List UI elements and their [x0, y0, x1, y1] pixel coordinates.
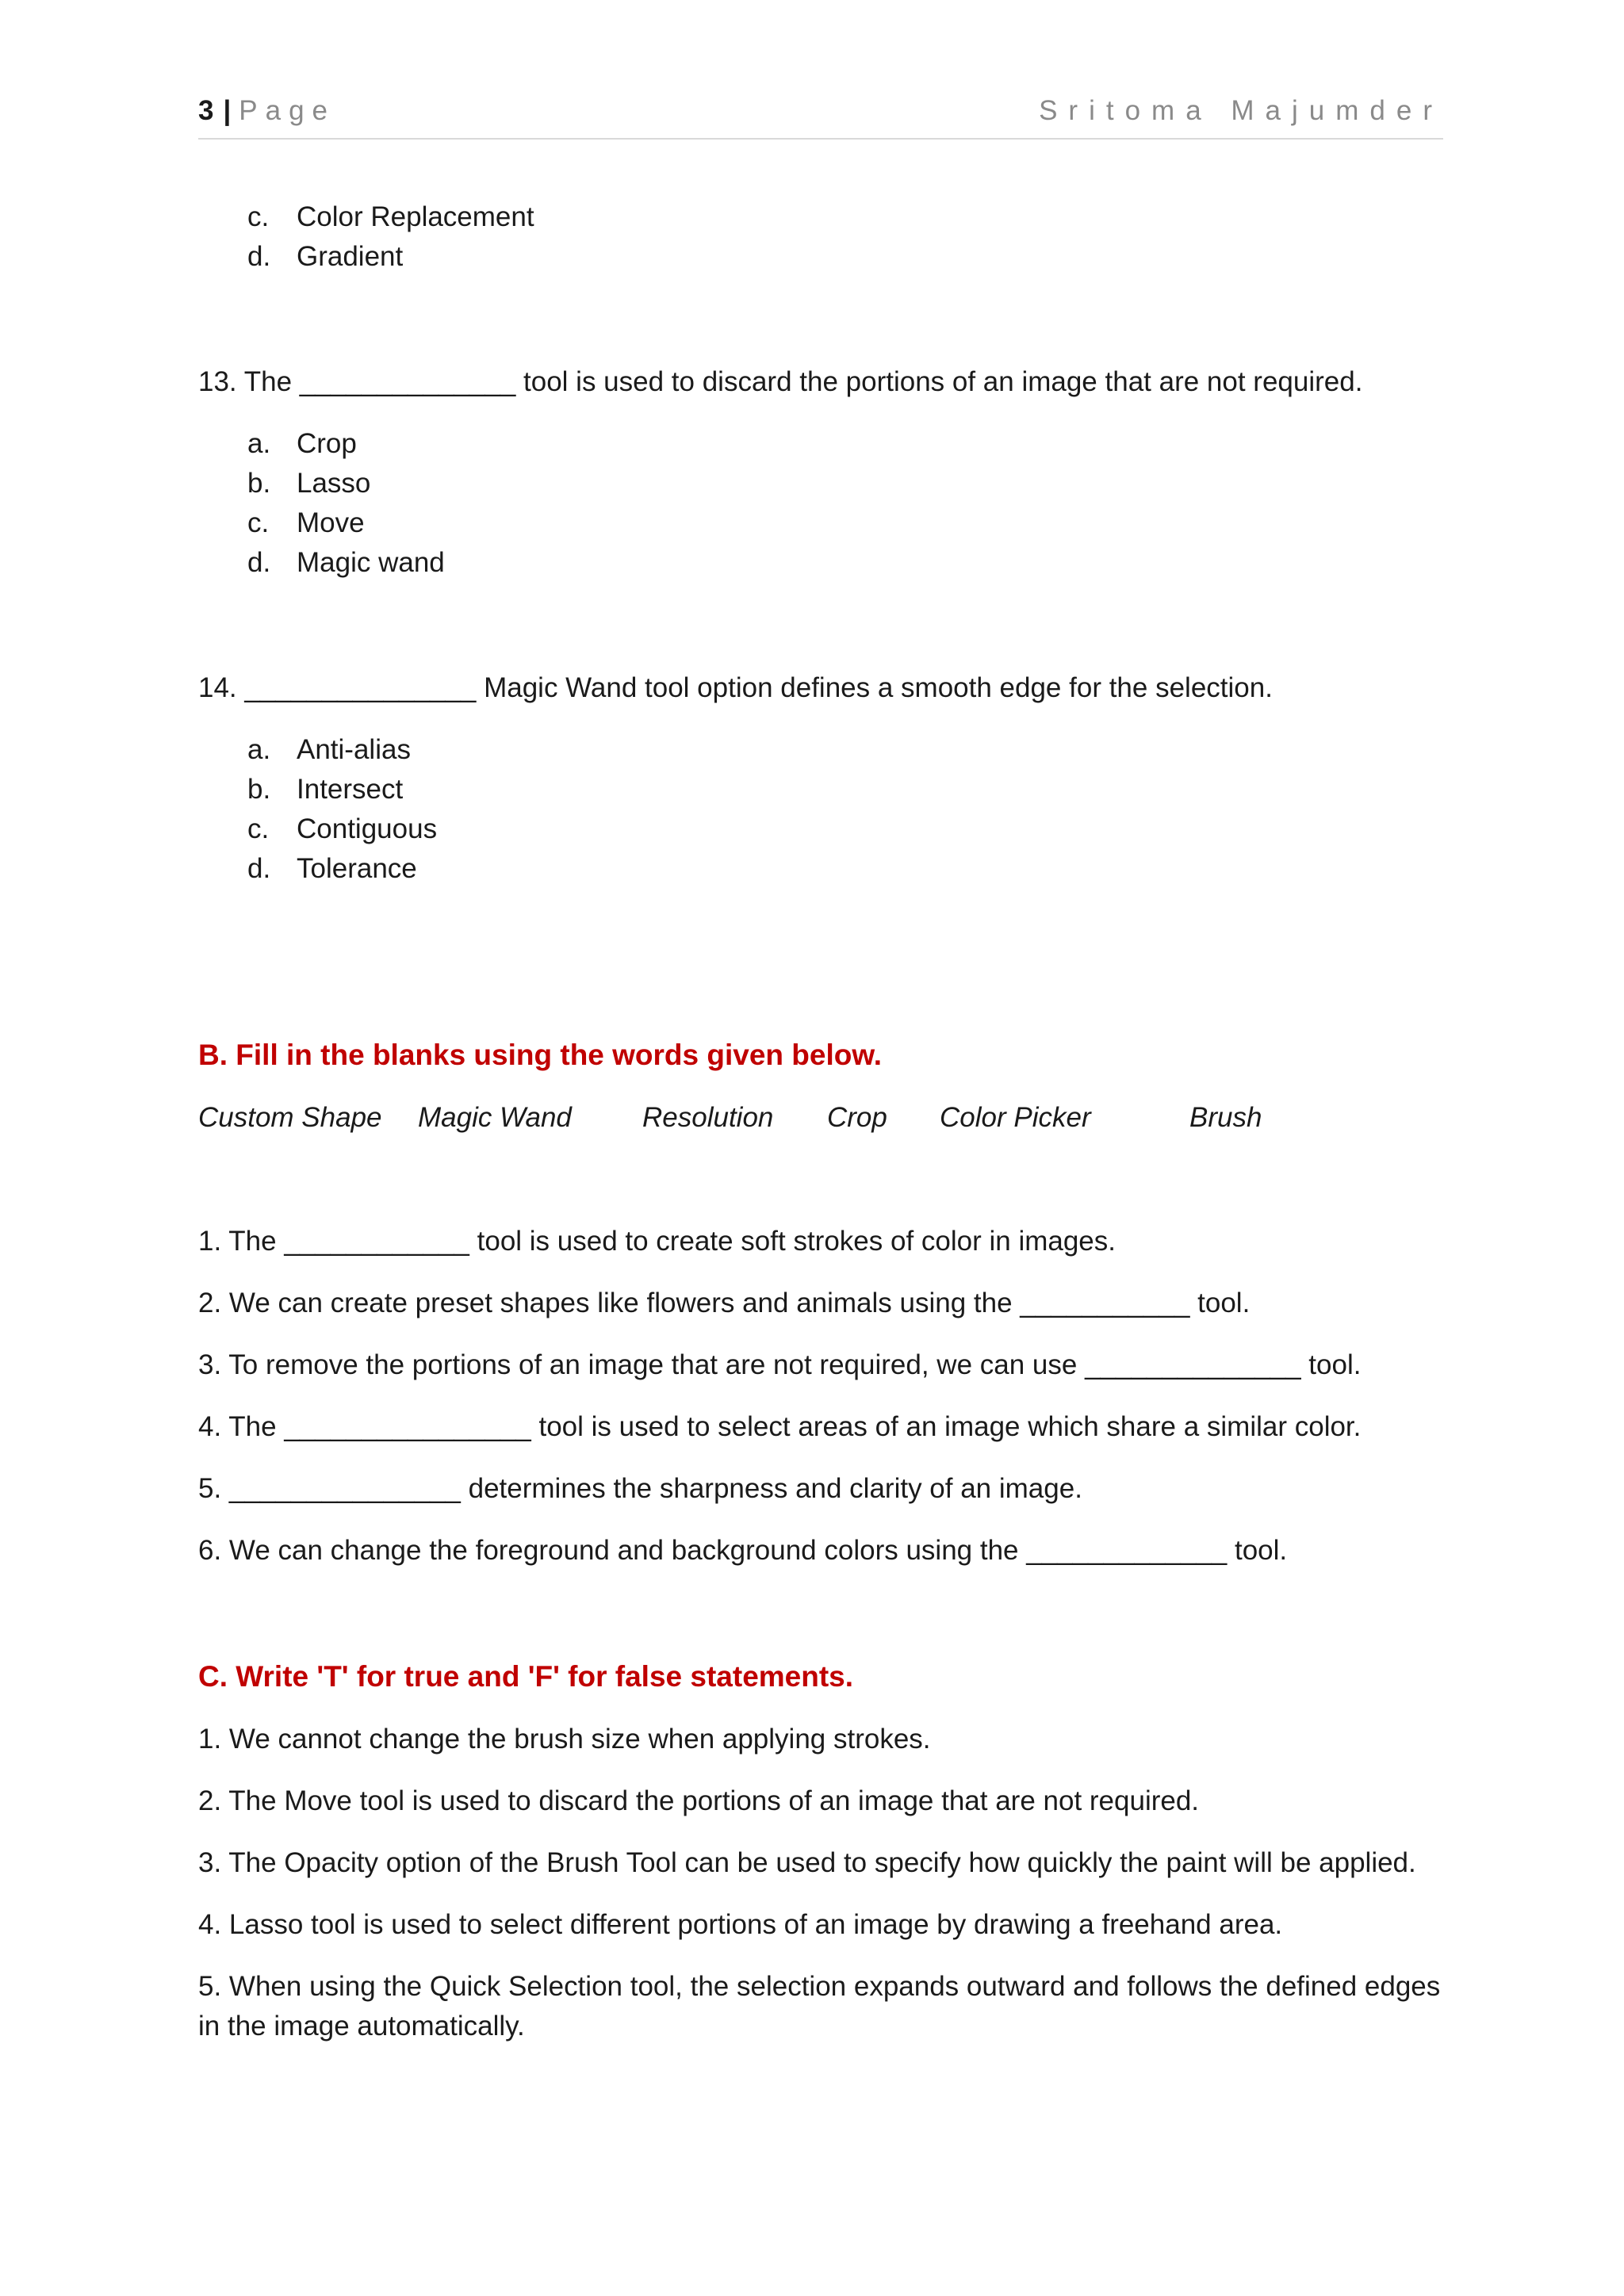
true-false-item: 3. The Opacity option of the Brush Tool can be used to specify how quickly the paint will be applied.: [198, 1847, 1416, 1878]
word-bank-item: Crop: [827, 1102, 887, 1133]
word-bank-item: Color Picker: [940, 1102, 1091, 1133]
author-name: Sritoma Majumder: [1039, 95, 1443, 126]
fill-blank-item: 2. We can create preset shapes like flowers and animals using the ___________ tool.: [198, 1288, 1251, 1318]
fill-blank-item: 5. _______________ determines the sharpness and clarity of an image.: [198, 1473, 1082, 1504]
page-number-label: [198, 95, 335, 127]
list-item: d. Magic wand: [247, 547, 445, 578]
question-14: 14. _______________ Magic Wand tool option defines a smooth edge for the selection.: [198, 672, 1273, 703]
word-bank-item: Brush: [1189, 1102, 1262, 1133]
fill-blank-item: 6. We can change the foreground and background colors using the _____________ tool.: [198, 1535, 1288, 1566]
true-false-item: 2. The Move tool is used to discard the portions of an image that are not required.: [198, 1785, 1200, 1816]
list-item: d. Tolerance: [247, 853, 417, 884]
word-bank-item: Custom Shape: [198, 1102, 382, 1133]
question-13: 13. The ______________ tool is used to discard the portions of an image that are not required.: [198, 366, 1363, 397]
page-header: [198, 95, 1443, 140]
list-item: b. Lasso: [247, 468, 371, 499]
section-b-title: B. Fill in the blanks using the words given below.: [198, 1039, 883, 1071]
list-item: c. Color Replacement: [247, 201, 534, 232]
true-false-item: 4. Lasso tool is used to select different portions of an image by drawing a freehand area.: [198, 1909, 1283, 1940]
fill-blank-item: 4. The ________________ tool is used to select areas of an image which share a similar color.: [198, 1411, 1362, 1442]
page-number: 3: [198, 95, 216, 126]
header-separator: |: [223, 95, 233, 126]
list-item: a. Crop: [247, 428, 357, 459]
section-c-title: C. Write 'T' for true and 'F' for false statements.: [198, 1660, 854, 1693]
word-bank-item: Resolution: [642, 1102, 774, 1133]
true-false-item-continued: in the image automatically.: [198, 2011, 525, 2042]
page-word: Page: [239, 95, 336, 126]
word-bank-item: Magic Wand: [418, 1102, 572, 1133]
list-item: c. Contiguous: [247, 813, 438, 844]
list-item: b. Intersect: [247, 774, 404, 805]
true-false-item: 1. We cannot change the brush size when applying strokes.: [198, 1724, 931, 1755]
fill-blank-item: 1. The ____________ tool is used to create soft strokes of color in images.: [198, 1226, 1116, 1257]
list-item: a. Anti-alias: [247, 734, 411, 765]
list-item: c. Move: [247, 507, 365, 538]
true-false-item: 5. When using the Quick Selection tool, the selection expands outward and follows the defined edges: [198, 1971, 1441, 2002]
list-item: d. Gradient: [247, 241, 404, 272]
fill-blank-item: 3. To remove the portions of an image that are not required, we can use ______________ tool.: [198, 1349, 1362, 1380]
